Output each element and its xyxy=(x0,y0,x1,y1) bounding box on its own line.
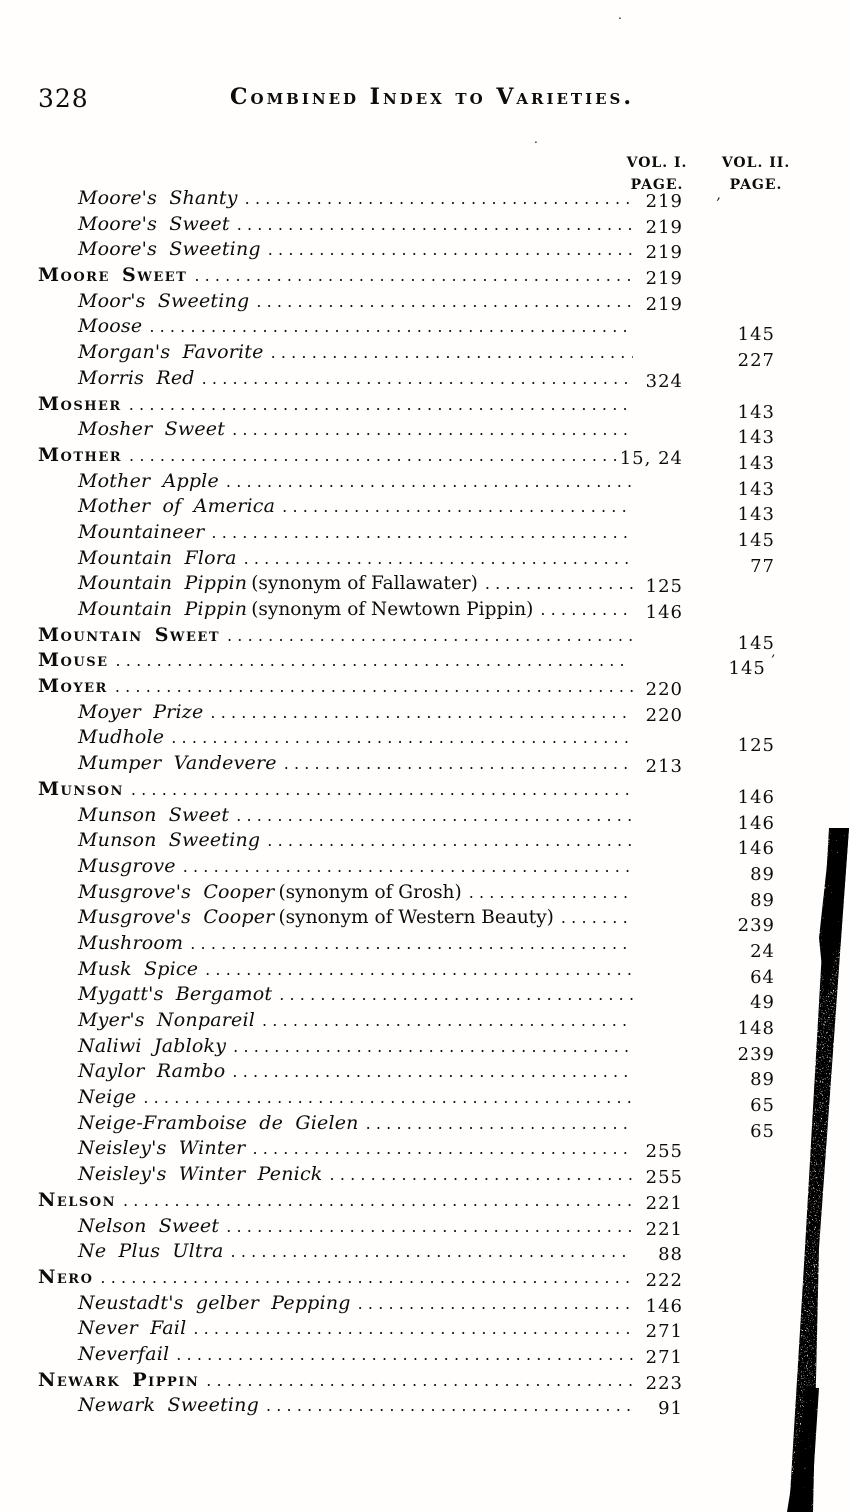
dot-leader xyxy=(359,1111,633,1137)
entry-vol2-page: 227 xyxy=(737,350,775,372)
index-row xyxy=(38,1034,775,1065)
index-row xyxy=(38,1188,775,1214)
entry-vol2-page: 146 xyxy=(737,812,775,834)
index-entry-name: Musgrove xyxy=(78,854,176,877)
index-entry-name: Moore's Sweet xyxy=(78,212,230,235)
index-row xyxy=(38,237,775,263)
dot-leader xyxy=(93,1265,633,1291)
index-entry-name: Mountain Flora xyxy=(78,546,237,569)
index-row xyxy=(38,674,775,700)
index-row xyxy=(38,520,775,551)
index-row xyxy=(38,700,775,726)
entry-vol1-page: 271 xyxy=(645,1321,683,1343)
dot-leader xyxy=(204,520,633,546)
index-row xyxy=(38,957,775,988)
dot-leader xyxy=(323,1162,633,1188)
index-row xyxy=(38,212,775,238)
index-entry-name: Mountain Pippin xyxy=(78,572,248,595)
entry-vol2-page: 239 xyxy=(737,1043,775,1065)
dot-leader xyxy=(108,674,633,700)
dot-leader xyxy=(176,854,633,880)
index-entry-name: Mosher xyxy=(38,392,122,415)
index-entry-name: Nelson Sweet xyxy=(78,1214,220,1237)
index-entry-name: Neustadt's gelber Pepping xyxy=(78,1291,351,1314)
dot-leader xyxy=(264,340,633,366)
entry-vol1-page: 219 xyxy=(645,191,683,212)
entry-vol2-page: 143 xyxy=(737,478,775,500)
dot-leader xyxy=(230,212,633,238)
dot-leader xyxy=(186,1316,633,1342)
index-entry-name: Mother Apple xyxy=(78,469,219,492)
index-entry-name: Mother xyxy=(38,443,123,466)
index-entry-name: Mountain Sweet xyxy=(38,623,221,646)
index-row xyxy=(38,1368,775,1394)
index-row xyxy=(38,725,775,757)
entry-vol1-page: 324 xyxy=(645,370,683,392)
dot-leader xyxy=(249,289,633,315)
dot-leader xyxy=(203,700,633,726)
column-header-vol1-line1: VOL. I. xyxy=(626,155,688,171)
entry-vol2-page: 89 xyxy=(750,863,775,885)
dot-leader xyxy=(124,777,633,803)
entry-vol2-page: 143 xyxy=(737,401,775,423)
entry-vol1-page: 220 xyxy=(645,704,683,726)
dot-leader xyxy=(122,392,633,418)
entry-vol1-page: 146 xyxy=(645,602,683,623)
index-entry-name: Neige xyxy=(78,1086,137,1109)
entry-vol2-page: 143 xyxy=(737,504,775,526)
entry-vol2-page: 125 xyxy=(737,735,775,757)
index-entry-name: Mumper Vandevere xyxy=(78,752,277,775)
index-entry-name: Moyer xyxy=(38,675,108,698)
column-header-vol2-line2: PAGE. xyxy=(729,177,783,193)
index-entry-name: Neige-Framboise de Gielen xyxy=(78,1111,359,1134)
dot-leader xyxy=(225,417,633,443)
column-header-vol2-line1: VOL. II. xyxy=(721,155,791,171)
binding-edge-noise xyxy=(785,828,850,1512)
index-entry-name: Mountaineer xyxy=(78,520,205,543)
index-entry-name: Moor's Sweeting xyxy=(78,289,250,312)
page-number: 328 xyxy=(38,84,89,113)
dot-leader xyxy=(109,648,624,674)
index-row xyxy=(38,1085,775,1117)
dot-leader xyxy=(272,982,633,1008)
column-header-vol1-line2: PAGE. xyxy=(630,177,684,193)
entry-vol2-page: 146 xyxy=(737,786,775,808)
dot-leader xyxy=(225,1059,633,1085)
index-entry-name: Naliwi Jabloky xyxy=(78,1034,227,1057)
entry-vol2-page: 89 xyxy=(750,889,775,911)
index-row xyxy=(38,777,775,808)
dot-leader xyxy=(187,263,633,289)
index-row xyxy=(38,1008,775,1039)
entry-vol2-page: 65 xyxy=(750,1120,775,1142)
index-entry-name: Munson Sweet xyxy=(78,803,230,826)
index-entry-name: Moore's Shanty xyxy=(78,187,238,209)
dot-leader xyxy=(169,1342,633,1368)
entry-vol2-page: 148 xyxy=(737,1018,775,1039)
index-entry-name: Mushroom xyxy=(78,931,184,954)
index-row xyxy=(38,340,775,372)
dot-leader xyxy=(478,571,633,597)
entry-vol1-page: 146 xyxy=(645,1295,683,1317)
entry-vol1-page: 213 xyxy=(645,756,683,778)
dot-leader xyxy=(275,494,633,520)
dot-leader xyxy=(277,751,633,777)
index-row xyxy=(38,597,775,623)
entry-vol2-page: 143 xyxy=(737,427,775,449)
entry-vol2-page: 146 xyxy=(737,838,775,860)
index-row xyxy=(38,571,775,597)
index-row xyxy=(38,1111,775,1142)
index-entry-name: Mudhole xyxy=(78,726,165,749)
scan-stray-mark: ’ xyxy=(716,196,721,212)
index-row xyxy=(38,494,775,526)
entry-vol1-page: 219 xyxy=(645,216,683,238)
entry-vol2-page: 239 xyxy=(737,915,775,937)
page-title: Combined Index to Varieties. xyxy=(230,84,635,110)
index-entry-name: Moyer Prize xyxy=(78,700,204,723)
index-row xyxy=(38,289,775,315)
dot-leader xyxy=(255,1008,633,1034)
index-row xyxy=(38,1342,775,1368)
dot-leader xyxy=(261,237,633,263)
entry-vol1-page: 219 xyxy=(645,293,683,315)
dot-leader xyxy=(229,803,633,829)
index-row xyxy=(38,1059,775,1091)
index-row xyxy=(38,186,775,212)
entry-vol1-page: 255 xyxy=(645,1141,683,1163)
dot-leader xyxy=(554,905,633,931)
index-entry-name: Musk Spice xyxy=(78,957,199,980)
entry-vol2-page: 24 xyxy=(750,940,775,962)
index-row xyxy=(38,1291,775,1317)
entry-vol1-page: 221 xyxy=(645,1218,683,1240)
dot-leader xyxy=(122,443,620,469)
dot-leader xyxy=(195,366,633,392)
index-row xyxy=(38,546,775,577)
index-entry-qualifier: (synonym of Grosh) xyxy=(278,881,462,903)
index-entry-qualifier: (synonym of Newtown Pippin) xyxy=(251,599,534,620)
index-entry-name: Mountain Pippin xyxy=(78,598,248,620)
index-entry-name: Morris Red xyxy=(78,366,195,389)
index-row xyxy=(38,392,775,423)
index-entry-name: Mouse xyxy=(38,649,109,672)
index-list xyxy=(38,186,775,1419)
index-entry-name: Ne Plus Ultra xyxy=(78,1240,224,1263)
entry-vol1-page: 219 xyxy=(645,242,683,264)
dot-leader xyxy=(116,1188,633,1214)
dot-leader xyxy=(198,957,633,983)
index-entry-name: Mygatt's Bergamot xyxy=(78,983,273,1006)
dot-leader xyxy=(259,1393,633,1419)
index-entry-name: Morgan's Favorite xyxy=(78,341,264,364)
index-row xyxy=(38,366,775,392)
index-row xyxy=(38,469,775,500)
index-row xyxy=(38,623,775,654)
index-row xyxy=(38,417,775,449)
index-entry-name: Never Fail xyxy=(78,1317,187,1340)
index-row xyxy=(38,263,775,289)
index-row xyxy=(38,880,775,911)
entry-vol1-page: 125 xyxy=(645,576,683,598)
index-row xyxy=(38,854,775,885)
entry-vol2-page: 145 xyxy=(737,632,775,654)
dot-leader xyxy=(226,1034,633,1060)
entry-vol1-page: 219 xyxy=(645,268,683,290)
dot-leader xyxy=(164,725,633,751)
entry-vol2-page: 145 xyxy=(737,324,775,346)
index-entry-name: Musgrove's Cooper xyxy=(78,906,275,929)
index-entry-name: Mother of America xyxy=(78,495,276,518)
index-row xyxy=(38,828,775,860)
dot-leader xyxy=(237,546,633,572)
index-entry-qualifier: (synonym of Western Beauty) xyxy=(278,907,554,929)
entry-vol1-page: 255 xyxy=(645,1167,683,1189)
entry-vol1-page: 223 xyxy=(645,1372,683,1394)
index-entry-name: Neisley's Winter Penick xyxy=(78,1163,323,1186)
index-entry-name: Mosher Sweet xyxy=(78,418,226,441)
entry-vol2-page: 65 xyxy=(750,1095,775,1117)
entry-vol2-page: 89 xyxy=(750,1069,775,1091)
entry-vol2-page: 49 xyxy=(750,992,775,1014)
index-row xyxy=(38,1239,775,1265)
index-entry-name: Newark Pippin xyxy=(38,1368,200,1391)
index-row xyxy=(38,648,775,680)
index-entry-name: Munson Sweeting xyxy=(78,829,261,852)
dot-leader xyxy=(219,469,633,495)
entry-vol1-page: 88 xyxy=(658,1244,683,1266)
index-entry-name: Neverfail xyxy=(78,1342,170,1365)
index-row xyxy=(38,1162,775,1188)
index-row xyxy=(38,751,775,777)
dot-leader xyxy=(220,623,633,649)
index-entry-name: Nelson xyxy=(38,1188,117,1211)
entry-vol1-page: 15, 24 xyxy=(619,447,683,469)
dot-leader xyxy=(245,1136,633,1162)
dot-leader xyxy=(351,1291,633,1317)
entry-vol2-page: 64 xyxy=(750,966,775,988)
index-entry-name: Nero xyxy=(38,1265,94,1288)
entry-vol1-page: 91 xyxy=(658,1398,683,1420)
entry-vol1-page: 271 xyxy=(645,1346,683,1368)
dot-leader xyxy=(462,880,633,906)
index-entry-name: Munson xyxy=(38,777,124,800)
index-entry-qualifier: (synonym of Fallawater) xyxy=(251,573,478,595)
dot-leader xyxy=(199,1368,633,1394)
index-entry-name: Moore's Sweeting xyxy=(78,238,261,261)
index-entry-name: Moose xyxy=(78,315,143,338)
scan-speck: . xyxy=(618,8,622,22)
dot-leader xyxy=(238,186,633,212)
dot-leader xyxy=(142,314,633,340)
index-entry-name: Myer's Nonpareil xyxy=(78,1009,255,1031)
index-entry-name: Newark Sweeting xyxy=(78,1394,259,1417)
dot-leader xyxy=(136,1085,633,1111)
entry-vol2-page: 145 xyxy=(728,658,766,680)
scan-speck: . xyxy=(534,132,538,146)
entry-vol1-page: 221 xyxy=(645,1192,683,1214)
index-entry-name: Moore Sweet xyxy=(38,264,188,287)
dot-leader xyxy=(183,931,633,957)
index-row xyxy=(38,1316,775,1342)
index-entry-name: Naylor Rambo xyxy=(78,1060,226,1083)
dot-leader xyxy=(533,597,633,623)
entry-vol2-page: 77 xyxy=(750,555,775,577)
entry-vol1-page: 222 xyxy=(645,1269,683,1291)
dot-leader xyxy=(219,1214,633,1240)
index-row xyxy=(38,803,775,834)
index-row xyxy=(38,1214,775,1240)
index-row xyxy=(38,905,775,937)
index-row xyxy=(38,1136,775,1162)
dot-leader xyxy=(260,828,633,854)
index-row xyxy=(38,314,775,346)
entry-vol1-page: 220 xyxy=(645,679,683,701)
index-entry-name: Neisley's Winter xyxy=(78,1137,246,1160)
index-row xyxy=(38,931,775,962)
dot-leader xyxy=(224,1239,633,1265)
index-row xyxy=(38,1265,775,1291)
index-row xyxy=(38,982,775,1014)
index-row xyxy=(38,1393,775,1419)
scan-stray-mark: ’ xyxy=(770,653,775,669)
entry-vol2-page: 145 xyxy=(737,529,775,551)
entry-vol2-page: 143 xyxy=(737,452,775,474)
index-row xyxy=(38,443,775,474)
index-entry-name: Musgrove's Cooper xyxy=(78,880,275,903)
